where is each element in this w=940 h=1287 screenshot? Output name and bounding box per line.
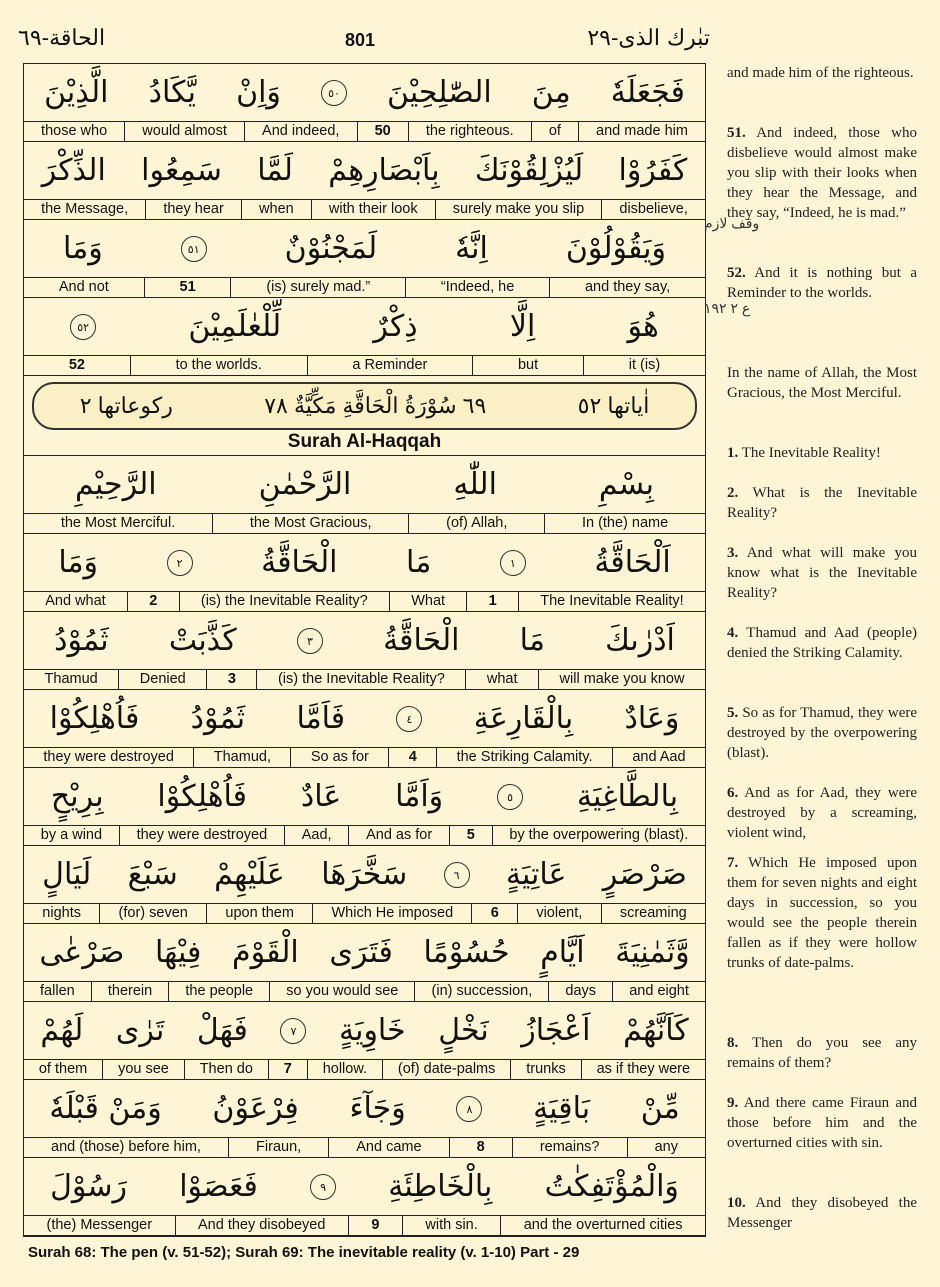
page-number: 801	[344, 30, 376, 50]
translation-verse-number: 4.	[727, 625, 739, 641]
arabic-line	[24, 142, 705, 200]
ayah-marker: ١	[500, 550, 526, 576]
gloss-word: with their look	[311, 200, 435, 219]
gloss-word: (for) seven	[99, 904, 206, 923]
arabic-word: فَجَعَلَهٗ	[610, 75, 685, 110]
verse-number: 5	[449, 826, 492, 845]
ayah-marker: ٢	[167, 550, 193, 576]
english-gloss-line	[24, 669, 705, 689]
verse-row	[24, 298, 705, 376]
arabic-word: وَاَمَّا	[395, 779, 444, 814]
translation-item	[727, 1093, 917, 1153]
gloss-word: they were destroyed	[43, 749, 174, 765]
arabic-word: فَعَصَوْا	[179, 1169, 258, 1204]
arabic-word: فِيْهَا	[154, 935, 202, 970]
surah-title: Surah Al-Haqqah	[287, 431, 442, 452]
gloss-word: upon them	[206, 904, 312, 923]
translation-verse-number: 7.	[727, 855, 739, 871]
arabic-word: الَّذِيْنَ	[44, 75, 109, 110]
verse-number: 51	[144, 278, 231, 297]
ayah-marker: ٥١	[181, 236, 207, 262]
translation-text: Which He imposed upon them for seven nights and eight days in succession, so you would see the people therein fallen as if they were hollow trunks of date-palms.	[727, 855, 917, 971]
gloss-word: violent,	[517, 904, 601, 923]
ayah-marker: ٤	[396, 706, 422, 732]
gloss-word: Then do	[184, 1060, 268, 1079]
gloss-word: And came	[328, 1138, 448, 1157]
arabic-line	[24, 1158, 705, 1216]
gloss-word: the righteous.	[408, 122, 531, 141]
gloss-word: and made him	[578, 122, 705, 141]
arabic-word: لِّلْعٰلَمِيْنَ	[188, 309, 282, 344]
arabic-word: خَاوِيَةٍ	[339, 1013, 406, 1048]
arabic-word: اَلْحَاقَّةُ	[594, 545, 671, 580]
arabic-word: مَا	[519, 623, 545, 658]
gloss-word: Aad,	[284, 826, 348, 845]
gloss-word: and the overturned cities	[500, 1216, 705, 1235]
translation-item	[727, 63, 917, 83]
ayah-marker: ٧	[280, 1018, 306, 1044]
ayah-marker: ٥٠	[321, 80, 347, 106]
verse-number: 9	[348, 1216, 402, 1235]
side-mark-waqf: وقف لازم	[704, 215, 760, 231]
gloss-word: surely make you slip	[435, 200, 602, 219]
verse-row	[24, 1002, 705, 1080]
arabic-word: مِّنْ	[640, 1091, 680, 1126]
gloss-word: (in) succession,	[414, 982, 548, 1001]
translation-verse-number: 1.	[727, 445, 739, 461]
arabic-word: سَمِعُوا	[141, 153, 222, 188]
gloss-word: (the) Messenger	[46, 1217, 153, 1233]
arabic-word: ثَمُوْدُ	[190, 701, 246, 736]
arabic-word: اَعْجَازُ	[521, 1013, 591, 1048]
gloss-word: (of) date-palms	[382, 1060, 510, 1079]
gloss-word: And they disobeyed	[175, 1216, 348, 1235]
gloss-word: trunks	[510, 1060, 580, 1079]
arabic-word: لَهُمْ	[40, 1013, 84, 1048]
translation-item	[727, 543, 917, 603]
gloss-word: Which He imposed	[312, 904, 471, 923]
arabic-word: عَاتِيَةٍ	[505, 857, 567, 892]
gloss-word: and (those) before him,	[51, 1139, 201, 1155]
translation-text: And they disobeyed the Messenger	[727, 1195, 917, 1231]
gloss-word: the Most Merciful.	[60, 515, 176, 531]
verse-row	[24, 456, 705, 534]
english-gloss-line	[24, 747, 705, 767]
gloss-word: by a wind	[40, 827, 103, 843]
gloss-word: Firaun,	[228, 1138, 328, 1157]
arabic-word: سَخَّرَهَا	[321, 857, 408, 892]
english-gloss-line	[24, 199, 705, 219]
arabic-word: اَيَّامٍ	[540, 935, 585, 970]
banner-rukus: ركوعاتها ٢	[79, 393, 173, 418]
translation-item	[727, 853, 917, 973]
english-gloss-line	[24, 1059, 705, 1079]
arabic-word: يَّكَادُ	[148, 75, 196, 110]
translation-verse-number: 5.	[727, 705, 739, 721]
english-gloss-line	[24, 981, 705, 1001]
arabic-line	[24, 690, 705, 748]
gloss-word: (is) surely mad.”	[230, 278, 405, 297]
gloss-word: will make you know	[538, 670, 705, 689]
gloss-word: by the overpowering (blast).	[492, 826, 705, 845]
gloss-word: when	[241, 200, 311, 219]
arabic-word: اِنَّهٗ	[455, 231, 488, 266]
verse-row	[24, 142, 705, 220]
english-gloss-line	[24, 1137, 705, 1157]
english-gloss-line	[24, 825, 705, 845]
verse-number: 7	[268, 1060, 307, 1079]
header-part-right: تبٰرك الذى-٢٩	[587, 26, 710, 51]
arabic-word: فِرْعَوْنُ	[212, 1091, 299, 1126]
translation-text: In the name of Allah, the Most Gracious, the Most Merciful.	[727, 365, 917, 401]
verse-number: 2	[127, 592, 179, 611]
surah-banner	[24, 376, 705, 456]
arabic-word: لَيَالٍ	[42, 857, 92, 892]
arabic-word: كَفَرُوْا	[618, 153, 688, 188]
banner-surah-name: ٦٩ سُوْرَةُ الْحَاقَّةِ مَكِّيَّةٌ ٧٨	[264, 393, 487, 418]
arabic-line	[24, 298, 705, 356]
english-gloss-line	[24, 513, 705, 533]
arabic-line	[24, 1002, 705, 1060]
arabic-word: عَادٌ	[300, 779, 342, 814]
ayah-marker: ٣	[297, 628, 323, 654]
gloss-word: what	[465, 670, 538, 689]
verse-number: 3	[206, 670, 256, 689]
header-surah-left: الحاقة-٦٩	[18, 26, 106, 51]
translation-text: And there came Firaun and those before him and the overturned cities with sin.	[727, 1095, 917, 1151]
gloss-word: (is) the Inevitable Reality?	[256, 670, 465, 689]
gloss-word: So as for	[290, 748, 388, 767]
translation-text: And it is nothing but a Reminder to the worlds.	[727, 265, 917, 301]
verse-row	[24, 220, 705, 298]
arabic-word: بِاَبْصَارِهِمْ	[328, 153, 440, 188]
gloss-word: fallen	[40, 983, 75, 999]
arabic-word: بِالطَّاغِيَةِ	[576, 779, 679, 814]
translation-verse-number: 2.	[727, 485, 739, 501]
gloss-word: a Reminder	[307, 356, 473, 375]
gloss-word: therein	[91, 982, 169, 1001]
arabic-word: بِسْمِ	[598, 467, 654, 502]
gloss-word: “Indeed, he	[405, 278, 549, 297]
gloss-word: And what	[45, 593, 106, 609]
verse-row	[24, 1080, 705, 1158]
arabic-line	[24, 924, 705, 982]
gloss-word: you see	[102, 1060, 184, 1079]
arabic-line	[24, 846, 705, 904]
arabic-line	[24, 612, 705, 670]
arabic-word: وَيَقُوْلُوْنَ	[565, 231, 667, 266]
translation-verse-number: 6.	[727, 785, 739, 801]
arabic-word: وَّثَمٰنِيَةَ	[615, 935, 690, 970]
arabic-word: فَهَلْ	[196, 1013, 248, 1048]
arabic-word: اِلَّا	[509, 309, 536, 344]
arabic-word: الرَّحِيْمِ	[75, 467, 157, 502]
arabic-word: حُسُوْمًا	[423, 935, 510, 970]
ayah-marker: ٥٢	[70, 314, 96, 340]
verse-row	[24, 924, 705, 1002]
gloss-word: and they say,	[549, 278, 705, 297]
verse-number: 4	[388, 748, 436, 767]
gloss-word: to the worlds.	[130, 356, 307, 375]
arabic-word: وَالْمُؤْتَفِكٰتُ	[544, 1169, 679, 1204]
arabic-word: الرَّحْمٰنِ	[258, 467, 352, 502]
translation-item	[727, 623, 917, 663]
translation-item	[727, 1193, 917, 1233]
gloss-word: The Inevitable Reality!	[518, 592, 705, 611]
arabic-line	[24, 1080, 705, 1138]
verse-number: 52	[68, 357, 85, 373]
arabic-word: فَاُهْلِكُوْا	[49, 701, 140, 736]
arabic-word: ذِكْرٌ	[373, 309, 418, 344]
arabic-word: مَا	[406, 545, 432, 580]
arabic-word: نَخْلٍ	[438, 1013, 489, 1048]
arabic-word: اللّٰهِ	[453, 467, 497, 502]
arabic-word: وَاِنْ	[236, 75, 281, 110]
translation-text: Then do you see any remains of them?	[727, 1035, 917, 1071]
arabic-word: هُوَ	[627, 309, 659, 344]
english-gloss-line	[24, 591, 705, 611]
ayah-marker: ٦	[444, 862, 470, 888]
verse-number: 1	[466, 592, 518, 611]
translation-verse-number: 51.	[727, 125, 746, 141]
gloss-word: Thamud,	[193, 748, 290, 767]
gloss-word: and Aad	[612, 748, 705, 767]
translation-item	[727, 123, 917, 223]
translation-item	[727, 263, 917, 303]
english-gloss-line	[24, 355, 705, 375]
gloss-word: Denied	[118, 670, 206, 689]
arabic-word: الذِّكْرَ	[41, 153, 106, 188]
verse-number: 8	[449, 1138, 512, 1157]
gloss-word: And not	[58, 279, 109, 295]
arabic-word: الْحَاقَّةُ	[261, 545, 338, 580]
gloss-word: Thamud	[44, 671, 98, 687]
gloss-word: screaming	[601, 904, 705, 923]
arabic-word: عَلَيْهِمْ	[214, 857, 285, 892]
gloss-word: as if they were	[581, 1060, 705, 1079]
gloss-word: of	[531, 122, 578, 141]
arabic-line	[24, 220, 705, 278]
gloss-word: would almost	[124, 122, 244, 141]
arabic-word: صَرْعٰى	[39, 935, 125, 970]
verse-row	[24, 768, 705, 846]
banner-frame	[32, 382, 697, 430]
arabic-word: فَاُهْلِكُوْا	[157, 779, 248, 814]
gloss-word: the people	[168, 982, 269, 1001]
gloss-word: they were destroyed	[119, 826, 284, 845]
arabic-word: الْقَوْمَ	[232, 935, 299, 970]
page-footer: Surah 68: The pen (v. 51-52); Surah 69: The inevitable reality (v. 1-10) Part - 29	[28, 1244, 580, 1261]
gloss-word: any	[627, 1138, 705, 1157]
verse-row	[24, 64, 705, 142]
gloss-word: the Message,	[41, 201, 129, 217]
arabic-word: لَمَجْنُوْنٌ	[284, 231, 378, 266]
gloss-word: of them	[38, 1061, 88, 1077]
translation-item	[727, 703, 917, 763]
arabic-word: فَتَرَى	[329, 935, 393, 970]
english-gloss-line	[24, 903, 705, 923]
translation-text: And indeed, those who disbelieve would almost make you slip with their looks when they hear the Message, and they say, “Indeed, he is mad.”	[727, 125, 917, 221]
verse-number: 50	[357, 122, 408, 141]
gloss-word: hollow.	[307, 1060, 382, 1079]
english-gloss-line	[24, 277, 705, 297]
gloss-word: And as for	[348, 826, 449, 845]
translation-verse-number: 8.	[727, 1035, 739, 1051]
arabic-word: لَمَّا	[257, 153, 293, 188]
gloss-word: days	[548, 982, 612, 1001]
arabic-word: مِنَ	[531, 75, 571, 110]
arabic-word: اَدْرٰىكَ	[605, 623, 675, 658]
arabic-word: وَمَنْ قَبْلَهٗ	[49, 1091, 162, 1126]
verse-row	[24, 1158, 705, 1236]
gloss-word: so you would see	[269, 982, 414, 1001]
gloss-word: And indeed,	[244, 122, 357, 141]
gloss-word: disbelieve,	[601, 200, 705, 219]
translation-verse-number: 9.	[727, 1095, 739, 1111]
ayah-marker: ٩	[310, 1174, 336, 1200]
arabic-word: بِرِيْحٍ	[50, 779, 104, 814]
gloss-word: What	[389, 592, 466, 611]
verse-row	[24, 690, 705, 768]
english-gloss-line	[24, 121, 705, 141]
translation-text: What is the Inevitable Reality?	[727, 485, 917, 521]
translation-verse-number: 10.	[727, 1195, 746, 1211]
ayah-marker: ٨	[456, 1096, 482, 1122]
arabic-word: الْحَاقَّةُ	[383, 623, 460, 658]
ayah-marker: ٥	[497, 784, 523, 810]
translation-item	[727, 1033, 917, 1073]
gloss-word: those who	[41, 123, 108, 139]
gloss-word: it (is)	[583, 356, 705, 375]
arabic-word: وَجَآءَ	[349, 1091, 406, 1126]
translation-text: And what will make you know what is the Inevitable Reality?	[727, 545, 917, 601]
arabic-word: كَاَنَّهُمْ	[623, 1013, 689, 1048]
verse-row	[24, 846, 705, 924]
gloss-word: but	[472, 356, 583, 375]
verse-number: 6	[471, 904, 517, 923]
english-gloss-line	[24, 1215, 705, 1235]
translation-verse-number: 3.	[727, 545, 739, 561]
gloss-word: the Most Gracious,	[212, 514, 408, 533]
arabic-word: كَذَّبَتْ	[168, 623, 237, 658]
verse-row	[24, 612, 705, 690]
translation-item	[727, 443, 917, 463]
gloss-word: In (the) name	[544, 514, 705, 533]
translation-item	[727, 363, 917, 403]
translation-text: And as for Aad, they were destroyed by a screaming, violent wind,	[727, 785, 917, 841]
banner-verses: اٰياتها ٥٢	[577, 393, 650, 418]
word-grid	[23, 63, 706, 1237]
gloss-word: (of) Allah,	[408, 514, 544, 533]
arabic-word: وَمَا	[63, 231, 103, 266]
arabic-line	[24, 456, 705, 514]
arabic-word: صَرْصَرٍ	[602, 857, 687, 892]
arabic-line	[24, 768, 705, 826]
translation-text: The Inevitable Reality!	[741, 445, 881, 461]
arabic-line	[24, 534, 705, 592]
translation-text: and made him of the righteous.	[727, 65, 914, 81]
gloss-word: they hear	[145, 200, 241, 219]
arabic-word: ثَمُوْدُ	[54, 623, 109, 658]
translation-item	[727, 783, 917, 843]
arabic-word: الصّٰلِحِيْنَ	[387, 75, 492, 110]
arabic-word: بَاقِيَةٍ	[533, 1091, 591, 1126]
translation-text: Thamud and Aad (people) denied the Striking Calamity.	[727, 625, 918, 661]
arabic-word: بِالْخَاطِئَةِ	[388, 1169, 493, 1204]
arabic-word: وَمَا	[58, 545, 99, 580]
gloss-word: (is) the Inevitable Reality?	[179, 592, 389, 611]
translation-verse-number: 52.	[727, 265, 746, 281]
arabic-word: رَسُوْلَ	[50, 1169, 128, 1204]
gloss-word: remains?	[512, 1138, 627, 1157]
verse-row	[24, 534, 705, 612]
gloss-word: and eight	[612, 982, 705, 1001]
gloss-word: nights	[42, 905, 81, 921]
arabic-word: تَرٰى	[115, 1013, 165, 1048]
gloss-word: the Striking Calamity.	[436, 748, 612, 767]
arabic-word: وَعَادٌ	[624, 701, 680, 736]
arabic-word: فَاَمَّا	[296, 701, 346, 736]
translation-item	[727, 483, 917, 523]
arabic-word: سَبْعَ	[127, 857, 178, 892]
side-mark-ruku: ع ٢ ١٩٢	[704, 300, 751, 316]
arabic-word: لَيُزْلِقُوْنَكَ	[474, 153, 584, 188]
arabic-word: بِالْقَارِعَةِ	[473, 701, 574, 736]
translation-text: So as for Thamud, they were destroyed by the overpowering (blast).	[727, 705, 918, 761]
gloss-word: with sin.	[402, 1216, 500, 1235]
arabic-line	[24, 64, 705, 122]
